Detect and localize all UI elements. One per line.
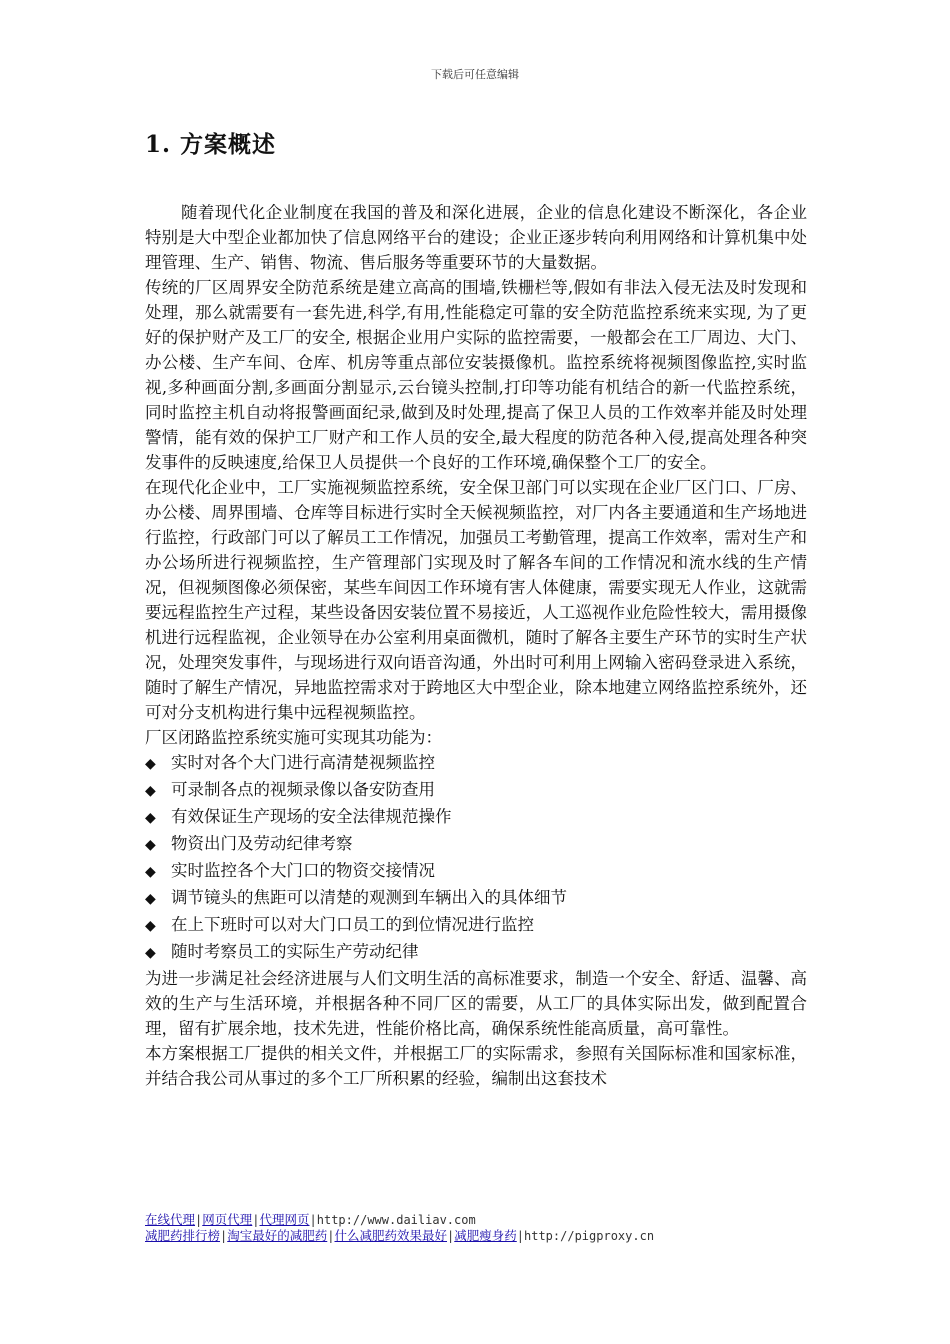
- section-title: 1. 方案概述: [145, 131, 277, 158]
- footer-separator: |: [309, 1213, 317, 1227]
- list-item-text: 可录制各点的视频录像以备安防查用: [171, 780, 435, 799]
- footer-separator: |: [252, 1213, 260, 1227]
- footer-link-best-diet-pill[interactable]: 淘宝最好的减肥药: [227, 1228, 328, 1243]
- list-item: [145, 912, 807, 939]
- footer-link-diet-ranking[interactable]: 减肥药排行榜: [145, 1228, 221, 1243]
- diamond-bullet-icon: ◆: [145, 837, 156, 853]
- diamond-bullet-icon: ◆: [145, 891, 156, 907]
- list-item: [145, 939, 807, 966]
- footer-link-web-proxy[interactable]: 网页代理: [202, 1212, 253, 1227]
- list-item-text: 实时监控各个大门口的物资交接情况: [171, 861, 435, 880]
- footer-separator: |: [327, 1229, 335, 1243]
- footer-separator: |: [516, 1229, 524, 1243]
- function-list: [145, 750, 807, 966]
- footer-link-slimming-pill[interactable]: 减肥瘦身药: [454, 1228, 517, 1243]
- list-item: [145, 777, 807, 804]
- footer-separator: |: [447, 1229, 455, 1243]
- list-item-text: 随时考察员工的实际生产劳动纪律: [171, 942, 419, 961]
- list-item: [145, 885, 807, 912]
- diamond-bullet-icon: ◆: [145, 783, 156, 799]
- list-item: [145, 831, 807, 858]
- diamond-bullet-icon: ◆: [145, 918, 156, 934]
- diamond-bullet-icon: ◆: [145, 945, 156, 961]
- paragraph-modern-enterprise: 在现代化企业中，工厂实施视频监控系统，安全保卫部门可以实现在企业厂区门口、厂房、办公楼、周界围墙、仓库等目标进行实时全天候视频监控，对厂内各主要通道和生产场地进行监控，行政部门可以了解员工工作情况，加强员工考勤管理，提高工作效率，需对生产和办公场所进行视频监控，生产管理部门实现及时了解各车间的工作情况和流水线的生产情况，但视频图像必须保密，某些车间因工作环境有害人体健康，需要实现无人作业，这就需要远程监控生产过程，某些设备因安装位置不易接近，人工巡视作业危险性较大，需用摄像机进行远程监视，企业领导在办公室利用桌面微机，随时了解各主要生产环节的实时生产状况，处理突发事件，与现场进行双向语音沟通，外出时可利用上网输入密码登录进入系统，随时了解生产情况，异地监控需求对于跨地区大中型企业，除本地建立网络监控系统外，还可对分支机构进行集中远程视频监控。: [145, 478, 807, 722]
- footer-url-2: http://pigproxy.cn: [524, 1229, 655, 1243]
- paragraph-goals: 为进一步满足社会经济进展与人们文明生活的高标准要求，制造一个安全、舒适、温馨、高效的生产与生活环境，并根据各种不同厂区的需要，从工厂的具体实际出发，做到配置合理，留有扩展余地，技术先进，性能价格比高，确保系统性能高质量，高可靠性。: [145, 969, 807, 1038]
- paragraph-functions-intro: 厂区闭路监控系统实施可实现其功能为：: [145, 728, 442, 747]
- page-footer: [145, 1212, 654, 1244]
- footer-line-2: [145, 1228, 654, 1244]
- list-item: [145, 804, 807, 831]
- footer-line-1: [145, 1212, 654, 1228]
- list-item: [145, 858, 807, 885]
- footer-link-most-effective[interactable]: 什么减肥药效果最好: [334, 1228, 448, 1243]
- footer-link-online-proxy[interactable]: 在线代理: [145, 1212, 196, 1227]
- list-item: [145, 750, 807, 777]
- list-item-text: 实时对各个大门进行高清楚视频监控: [171, 753, 435, 772]
- diamond-bullet-icon: ◆: [145, 810, 156, 826]
- paragraph-intro: 随着现代化企业制度在我国的普及和深化进展，企业的信息化建设不断深化，各企业特别是大中型企业都加快了信息网络平台的建设；企业正逐步转向利用网络和计算机集中处理管理、生产、销售、物流、售后服务等重要环节的大量数据。: [145, 203, 807, 272]
- diamond-bullet-icon: ◆: [145, 756, 156, 772]
- footer-separator: |: [195, 1213, 203, 1227]
- list-item-text: 调节镜头的焦距可以清楚的观测到车辆出入的具体细节: [171, 888, 567, 907]
- list-item-text: 物资出门及劳动纪律考察: [171, 834, 353, 853]
- page-header: 下载后可任意编辑: [431, 68, 519, 81]
- list-item-text: 有效保证生产现场的安全法律规范操作: [171, 807, 452, 826]
- footer-separator: |: [220, 1229, 228, 1243]
- footer-url-1: http://www.dailiav.com: [316, 1213, 476, 1227]
- document-body: [145, 200, 807, 1091]
- list-item-text: 在上下班时可以对大门口员工的到位情况进行监控: [171, 915, 534, 934]
- footer-link-proxy-web[interactable]: 代理网页: [259, 1212, 310, 1227]
- paragraph-traditional-security: 传统的厂区周界安全防范系统是建立高高的围墙,铁栅栏等,假如有非法入侵无法及时发现和处理，那么就需要有一套先进,科学,有用,性能稳定可靠的安全防范监控系统来实现, 为了更好的保护财产及工厂的安全, 根据企业用户实际的监控需要，一般都会在工厂周边、大门、办公楼、生产车间、仓库、机房等重点部位安装摄像机。监控系统将视频图像监控,实时监视,多种画面分割,多画面分割显示,云台镜头控制,打印等功能有机结合的新一代监控系统，同时监控主机自动将报警画面纪录,做到及时处理,提高了保卫人员的工作效率并能及时处理警情，能有效的保护工厂财产和工作人员的安全,最大程度的防范各种入侵,提高处理各种突发事件的反映速度,给保卫人员提供一个良好的工作环境,确保整个工厂的安全。: [145, 278, 807, 472]
- paragraph-basis: 本方案根据工厂提供的相关文件，并根据工厂的实际需求，参照有关国际标准和国家标准，并结合我公司从事过的多个工厂所积累的经验，编制出这套技术: [145, 1044, 807, 1088]
- diamond-bullet-icon: ◆: [145, 864, 156, 880]
